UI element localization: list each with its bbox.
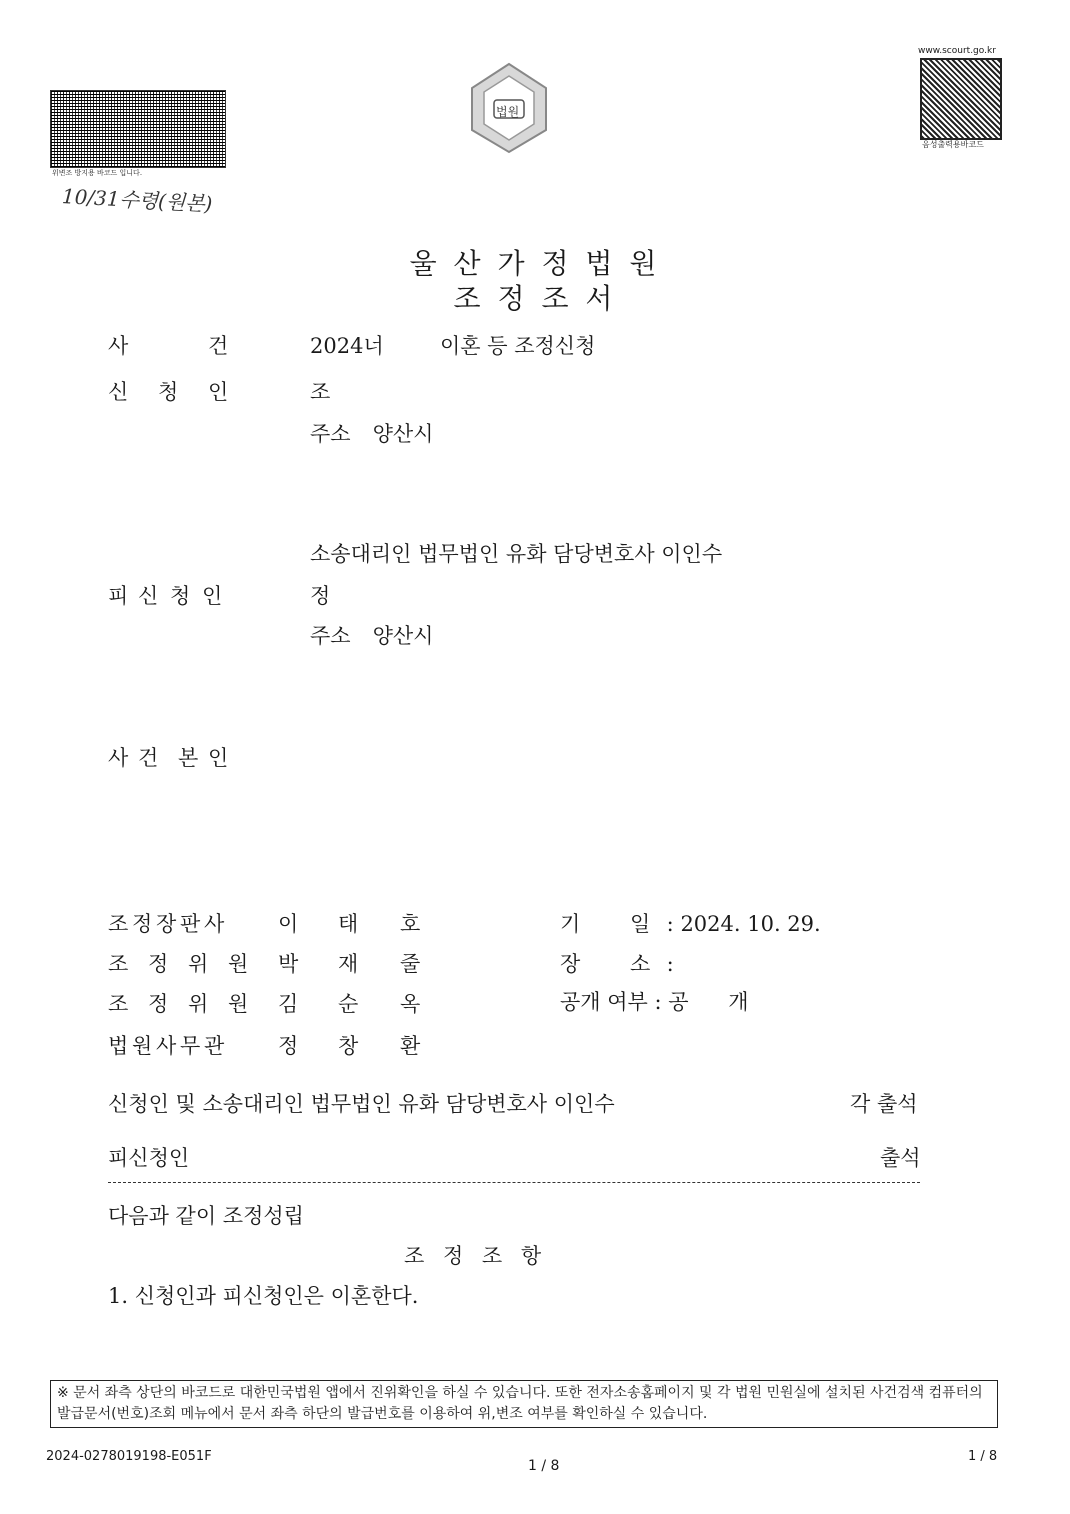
attendance-who: 피신청인 <box>108 1146 190 1170</box>
attendance-who: 신청인 및 소송대리인 법무법인 유화 담당변호사 이인수 <box>108 1092 615 1116</box>
handwritten-note: 10/31수령(원본) <box>61 184 213 216</box>
issue-number: 2024-0278019198-E051F <box>46 1449 212 1464</box>
page-indicator-center: 1 / 8 <box>528 1458 560 1474</box>
legal-agent: 소송대리인 법무법인 유화 담당변호사 이인수 <box>310 542 723 566</box>
respondent-label: 피 신 청 인 <box>108 584 223 608</box>
respondent-name: 정 <box>310 584 331 608</box>
case-name: 이혼 등 조정신청 <box>440 334 596 358</box>
authenticity-barcode-caption: 위변조 방지용 바코드 입니다. <box>52 169 143 177</box>
official-row: 법 원 사 무 관 정 창 환 <box>108 1034 421 1058</box>
respondent-address: 주소 양산시 <box>310 624 434 648</box>
case-label: 사 건 <box>108 334 229 358</box>
voice-output-barcode-caption: 음성출력용바코드 <box>922 140 984 149</box>
document-type: 조 정 조 서 <box>453 282 617 315</box>
court-seal-text: 법원 <box>496 105 520 119</box>
verification-notice: ※ 문서 좌측 상단의 바코드로 대한민국법원 앱에서 진위확인을 하실 수 있습니다. 또한 전자소송홈페이지 및 각 법원 민원실에 설치된 사건검색 컴퓨터의 발급문서(번호)조회 메뉴에서 문서 좌측 하단의 발급번호를 이용하여 위,변조 여부를 확인하실 수 있습니다. <box>50 1380 998 1428</box>
session-date: 기 일 : 2024. 10. 29. <box>560 912 821 936</box>
session-place: 장 소 : <box>560 952 674 976</box>
attendance-status: 각 출석 <box>850 1092 918 1116</box>
case-principal-label: 사 건 본 인 <box>108 746 229 770</box>
terms-heading: 조 정 조 항 <box>404 1244 548 1268</box>
term-item: 1. 신청인과 피신청인은 이혼한다. <box>108 1284 419 1308</box>
voice-output-barcode <box>920 58 1002 140</box>
official-row: 조 정 위 원 김 순 옥 <box>108 992 421 1016</box>
official-row: 조 정 위 원 박 재 줄 <box>108 952 421 976</box>
mediation-result: 다음과 같이 조정성립 <box>108 1204 304 1228</box>
official-row: 조 정 장 판 사 이 태 호 <box>108 912 421 936</box>
applicant-name: 조 <box>310 380 331 404</box>
attendance-status: 출석 <box>880 1146 921 1170</box>
divider <box>108 1182 920 1183</box>
scourt-site: www.scourt.go.kr <box>918 46 996 56</box>
page-indicator-right: 1 / 8 <box>968 1449 998 1464</box>
court-name: 울 산 가 정 법 원 <box>409 247 661 280</box>
applicant-address: 주소 양산시 <box>310 422 434 446</box>
authenticity-barcode <box>50 90 226 168</box>
session-public: 공개 여부 : 공 개 <box>560 990 749 1014</box>
applicant-label: 신 청 인 <box>108 380 229 404</box>
case-number: 2024너 <box>310 334 384 358</box>
